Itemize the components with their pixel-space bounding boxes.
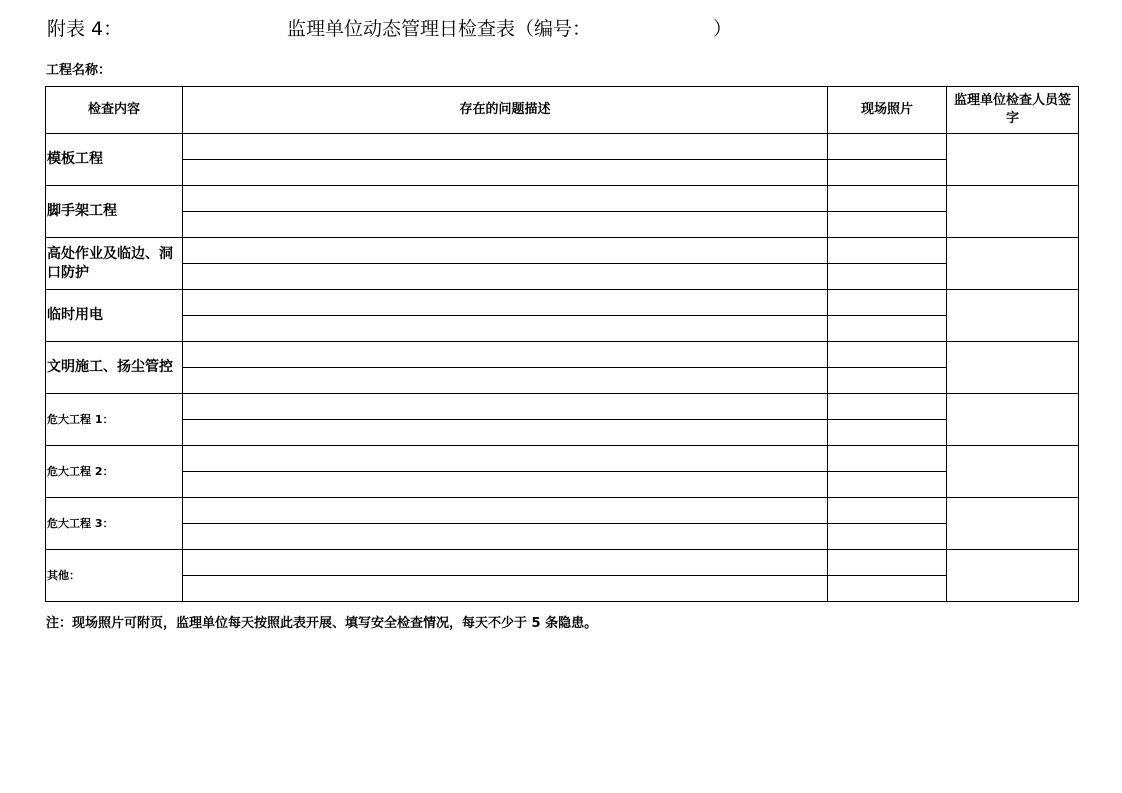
table-row xyxy=(46,368,1079,394)
table-row xyxy=(46,550,1079,576)
table-row xyxy=(46,342,1079,368)
table-row xyxy=(46,472,1079,498)
table-row xyxy=(46,264,1079,290)
site-photo-cell[interactable] xyxy=(828,498,947,524)
problem-description-cell[interactable] xyxy=(183,212,828,238)
inspector-signature-cell[interactable] xyxy=(947,446,1079,498)
problem-description-cell[interactable] xyxy=(183,290,828,316)
problem-description-cell[interactable] xyxy=(183,186,828,212)
site-photo-cell[interactable] xyxy=(828,524,947,550)
site-photo-cell[interactable] xyxy=(828,368,947,394)
inspector-signature-cell[interactable] xyxy=(947,550,1079,602)
table-row xyxy=(46,576,1079,602)
site-photo-cell[interactable] xyxy=(828,550,947,576)
attachment-label: 附表 4： xyxy=(47,18,123,40)
inspector-signature-cell[interactable] xyxy=(947,290,1079,342)
table-row xyxy=(46,394,1079,420)
problem-description-cell[interactable] xyxy=(183,576,828,602)
table-row xyxy=(46,160,1079,186)
site-photo-cell[interactable] xyxy=(828,342,947,368)
table-row xyxy=(46,524,1079,550)
inspector-signature-cell[interactable] xyxy=(947,498,1079,550)
site-photo-cell[interactable] xyxy=(828,238,947,264)
problem-description-cell[interactable] xyxy=(183,446,828,472)
site-photo-cell[interactable] xyxy=(828,316,947,342)
project-name-label: 工程名称： xyxy=(46,63,112,78)
table-row xyxy=(46,212,1079,238)
site-photo-cell[interactable] xyxy=(828,420,947,446)
table-row xyxy=(46,186,1079,212)
header-check-content: 检查内容 xyxy=(46,87,183,134)
site-photo-cell[interactable] xyxy=(828,394,947,420)
problem-description-cell[interactable] xyxy=(183,238,828,264)
site-photo-cell[interactable] xyxy=(828,264,947,290)
inspection-table xyxy=(45,86,1079,602)
inspector-signature-cell[interactable] xyxy=(947,238,1079,290)
problem-description-cell[interactable] xyxy=(183,316,828,342)
header-site-photo: 现场照片 xyxy=(828,87,947,134)
table-row xyxy=(46,290,1079,316)
check-item-label: 高处作业及临边、洞口防护 xyxy=(46,238,183,290)
site-photo-cell[interactable] xyxy=(828,576,947,602)
footnote: 注：现场照片可附页，监理单位每天按照此表开展、填写安全检查情况，每天不少于 5 条隐患。 xyxy=(46,616,598,631)
page-title-close: ） xyxy=(713,18,733,40)
inspector-signature-cell[interactable] xyxy=(947,394,1079,446)
problem-description-cell[interactable] xyxy=(183,264,828,290)
check-item-label: 临时用电 xyxy=(46,290,183,342)
table-row xyxy=(46,134,1079,160)
site-photo-cell[interactable] xyxy=(828,160,947,186)
table-row xyxy=(46,498,1079,524)
site-photo-cell[interactable] xyxy=(828,134,947,160)
problem-description-cell[interactable] xyxy=(183,134,828,160)
check-item-label: 危大工程 1： xyxy=(46,394,183,446)
check-item-label: 模板工程 xyxy=(46,134,183,186)
check-item-label: 其他： xyxy=(46,550,183,602)
inspector-signature-cell[interactable] xyxy=(947,186,1079,238)
site-photo-cell[interactable] xyxy=(828,446,947,472)
table-body xyxy=(46,134,1079,602)
site-photo-cell[interactable] xyxy=(828,472,947,498)
problem-description-cell[interactable] xyxy=(183,420,828,446)
check-item-label: 危大工程 2： xyxy=(46,446,183,498)
problem-description-cell[interactable] xyxy=(183,368,828,394)
table-row xyxy=(46,316,1079,342)
inspector-signature-cell[interactable] xyxy=(947,134,1079,186)
problem-description-cell[interactable] xyxy=(183,498,828,524)
site-photo-cell[interactable] xyxy=(828,290,947,316)
header-problem-description: 存在的问题描述 xyxy=(183,87,828,134)
check-item-label: 文明施工、扬尘管控 xyxy=(46,342,183,394)
problem-description-cell[interactable] xyxy=(183,550,828,576)
table-row xyxy=(46,420,1079,446)
site-photo-cell[interactable] xyxy=(828,212,947,238)
problem-description-cell[interactable] xyxy=(183,472,828,498)
site-photo-cell[interactable] xyxy=(828,186,947,212)
header-inspector-signature: 监理单位检查人员签字 xyxy=(947,87,1079,134)
problem-description-cell[interactable] xyxy=(183,394,828,420)
table-row xyxy=(46,446,1079,472)
inspector-signature-cell[interactable] xyxy=(947,342,1079,394)
table-header-row xyxy=(46,87,1079,134)
page-title: 监理单位动态管理日检查表（编号： xyxy=(287,18,592,40)
check-item-label: 危大工程 3： xyxy=(46,498,183,550)
table-row xyxy=(46,238,1079,264)
check-item-label: 脚手架工程 xyxy=(46,186,183,238)
problem-description-cell[interactable] xyxy=(183,342,828,368)
problem-description-cell[interactable] xyxy=(183,524,828,550)
problem-description-cell[interactable] xyxy=(183,160,828,186)
